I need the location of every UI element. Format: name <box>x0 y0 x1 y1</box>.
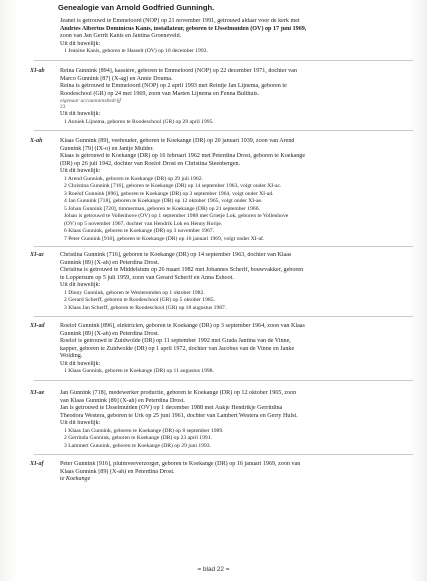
generation-code: XI-ad <box>30 323 45 329</box>
generation-code: XI-ac <box>30 252 45 258</box>
section-divider <box>34 130 413 131</box>
entry-line: te Koekange <box>60 476 91 482</box>
child-entry: 1 Jeanine Kanis, geboren te Hasselt (OV) op 10 december 1993. <box>64 48 208 54</box>
child-entry: 2 Gerard Scherff, geboren te Roodeschool (GR) op 5 oktober 1985. <box>64 297 215 303</box>
entry-line: Uit dit huwelijk: <box>60 360 101 367</box>
handwritten-note: eigenaar accountantsbedrijf <box>60 98 121 104</box>
generation-code: XI-ae <box>30 390 45 396</box>
entry-line: Peter Gunnink [916], pluimveeverzorger, geboren te Koekange (DR) op 16 januari 1969, zoon van <box>60 461 301 467</box>
child-entry: 3 Klaas Jan Scherff, geboren te Roodeschool (GR) op 18 augustus 1987. <box>64 304 227 311</box>
child-entry: 1 Klaas Gunnink, geboren te Koekange (DR) op 11 augustus 1998. <box>64 368 214 374</box>
child-entry: 7 Peter Gunnink [916], geboren te Koekange (DR) op 16 januari 1969, volgt onder XI-af. <box>64 235 265 242</box>
entry-line: Roelof Gunnink [896], elektricien, geboren te Koekange (DR) op 3 september 1964, zoon van Klaas <box>60 323 305 329</box>
entry-line: Jan is getrouwd te IJsselmuiden (OV) op 1 december 1988 met Aukje Hendrikje Gerritdina <box>60 405 283 411</box>
entry-line: Gunnink [89] (X-ah) en Peterdina Drost. <box>60 259 160 266</box>
page-header: Genealogie van Arnold Godfried Gunningh. <box>58 3 215 12</box>
entry-line: Gunnink [79] (IX-o) en Jantje Mulder. <box>60 145 154 152</box>
entry-line: kapper, geboren te Zuidwolde (DR) op 1 april 1972, dochter van Jacobus van de Vinne en Janke <box>60 345 295 352</box>
entry-line: Reina is getrouwd te Emmeloord (NOP) op 2 april 1993 met Reintje Jan Lijnema, geboren te <box>60 83 287 89</box>
entry-line: Gunnink [89] (X-ah) en Peterdina Drost. <box>60 330 160 337</box>
entry-line: van Klaas Gunnink [89] (X-ah) en Peterdina Drost. <box>60 397 185 404</box>
entry-line: Klaas is getrouwd te Koekange (DR) op 16 februari 1962 met Peterdina Drost, geboren te Koekange <box>60 153 306 159</box>
child-entry: 1 Anniek Lijnema, geboren te Roodeschool (GR) op 29 april 1995. <box>64 118 214 125</box>
child-entry: (OV) op 5 november 1967, dochter van Hendrik Lok en Henny Rorije. <box>64 220 223 227</box>
entry-line: zoon van Jan Gerrit Kanis en Jantina Groeneveld. <box>60 33 182 39</box>
child-entry: Johan is getrouwd te Vollenhove (OV) op 1 september 1988 met Grietje Lok, geboren te Vollenhove <box>64 213 289 219</box>
child-entry: 4 Jan Gunnink [718], geboren te Koekange (DR) op 12 oktober 1965, volgt onder XI-ae. <box>64 198 263 204</box>
entry-line: Uit dit huwelijk: <box>60 40 101 47</box>
child-entry: 3 Lammert Gunnink, geboren te Koekange (DR) op 29 juni 1993. <box>64 442 211 449</box>
child-entry: 1 Dinny Gunnink, geboren te Westeremden op 1 oktober 1982. <box>64 289 205 296</box>
entry-line: Uit dit huwelijk: <box>60 111 101 117</box>
child-entry: 2 Christina Gunnink [716], geboren te Koekange (DR) op 14 september 1963, volgt onder XI-ac. <box>64 183 282 189</box>
entry-line: Jeanet is getrouwd te Emmeloord (NOP) op 21 november 1991, getrouwd aldaar voor de kerk met <box>60 18 300 24</box>
child-entry: 6 Klaas Gunnink, geboren te Koekange (DR) op 3 november 1967. <box>64 228 215 234</box>
entry-line: te Loppersum op 5 juli 1959, zoon van Gerard Scherff en Anna Eshoot. <box>60 274 234 281</box>
generation-code: X-ah <box>30 138 43 144</box>
entry-line: Klaas Gunnink [89] (X-ah) en Peterdina Drost. <box>60 468 175 475</box>
entry-line: Marco Gunnink [87] (X-ag) en Annie Douma. <box>60 75 173 82</box>
entry-line: Roelof is getrouwd te Zuidwolde (DR) op 11 september 1992 met Grada Jantina van de Vinne, <box>60 338 291 344</box>
section-divider <box>34 60 413 61</box>
page-number: = blad 22 = <box>197 566 230 573</box>
entry-line: Uit dit huwelijk: <box>60 420 101 426</box>
handwritten-note: 23 <box>60 104 66 110</box>
entry-line: Theodora Westera, geboren te Urk op 25 juni 1961, dochter van Lambert Westera en Gerry Hulst. <box>60 412 298 419</box>
section-divider <box>34 454 413 455</box>
child-entry: 2 Gerrinda Gunnink, geboren te Koekange (DR) op 23 april 1991. <box>64 435 212 441</box>
entry-line: Reina Gunnink [894], kassière, geboren te Emmeloord (NOP) op 22 december 1971, dochter van <box>60 68 297 74</box>
entry-line: Christina Gunnink [716], geboren te Koekange (DR) op 14 september 1963, dochter van Klaas <box>60 252 292 258</box>
section-divider <box>34 246 413 247</box>
entry-line: Uit dit huwelijk: <box>60 282 101 288</box>
generation-code: XI-af <box>30 461 44 467</box>
section-divider <box>34 316 413 317</box>
child-entry: 5 Johan Gunnink [720], timmerman, geboren te Koekange (DR) op 21 september 1966. <box>64 205 260 212</box>
section-divider <box>34 380 413 381</box>
entry-line: Klaas Gunnink [89], veehouder, geboren te Koekange (DR) op 20 januari 1939, zoon van Arend <box>60 138 295 144</box>
generation-code: XI-ab <box>30 68 45 74</box>
entry-line: (DR) op 26 juli 1942, dochter van Roelof Drost en Christina Steenbergen. <box>60 160 241 167</box>
child-entry: 1 Arend Gunnink, geboren te Koekange (DR) op 29 juli 1962. <box>64 175 203 182</box>
entry-line: Andries Albertus Dominicus Kanis, installateur, geboren te IJsselmuiden (OV) op 17 juni 1969, <box>60 25 307 32</box>
entry-line: Wolding. <box>60 353 83 359</box>
entry-line: Christina is getrouwd te Middelstum op 26 maart 1982 met Johannes Scherff, bouwvakker, geboren <box>60 267 304 273</box>
entry-line: Uit dit huwelijk: <box>60 168 101 174</box>
child-entry: 1 Klaas Jan Gunnink, geboren te Koekange (DR) op 8 september 1989. <box>64 427 224 434</box>
child-entry: 3 Roelof Gunnink [896], geboren te Koekange (DR) op 3 september 1964, volgt onder XI-ad. <box>64 190 274 197</box>
entry-line: Roodeschool (GR) op 24 mei 1969, zoon van Marten Lijnema en Fenna Bulthuis. <box>60 90 260 97</box>
entry-line: Jan Gunnink [718], medewerker productie, geboren te Koekange (DR) op 12 oktober 1965, zoon <box>60 390 297 396</box>
